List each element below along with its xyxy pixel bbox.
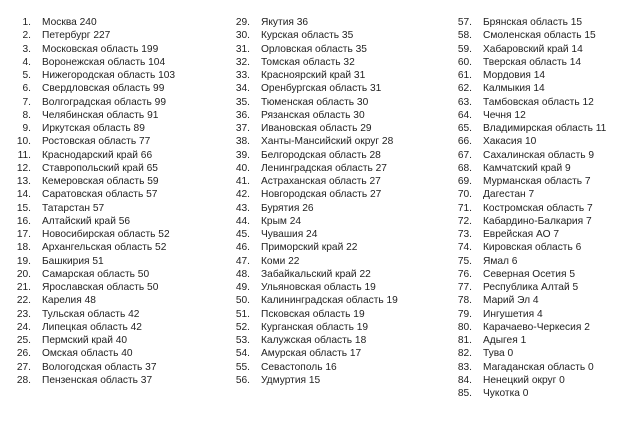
item-number: 53. — [235, 335, 250, 346]
item-number: 83. — [457, 361, 472, 373]
item-text: Севастополь 16 — [261, 361, 337, 373]
list-item — [452, 281, 606, 294]
list-item — [11, 82, 175, 95]
list-item — [11, 109, 175, 122]
item-number: 20. — [16, 268, 31, 280]
list-item — [230, 56, 398, 69]
list-item — [230, 82, 398, 95]
list-item — [11, 202, 175, 215]
item-number: 23. — [16, 308, 31, 320]
item-text: Бурятия 26 — [261, 202, 314, 214]
list-item — [11, 69, 175, 82]
item-text: Иркутская область 89 — [42, 123, 145, 134]
list-item — [452, 294, 606, 307]
item-number: 75. — [457, 255, 472, 267]
item-number: 65. — [457, 123, 472, 134]
item-number: 58. — [457, 30, 472, 42]
item-number: 43. — [235, 202, 250, 214]
item-text: Челябинская область 91 — [42, 109, 159, 121]
item-number: 71. — [457, 202, 472, 214]
item-text: Тува 0 — [483, 348, 514, 360]
item-number: 19. — [16, 255, 31, 267]
list-item — [452, 347, 606, 360]
item-number: 31. — [235, 43, 250, 55]
item-number: 69. — [457, 176, 472, 187]
item-number: 70. — [457, 189, 472, 201]
item-text: Приморский край 22 — [261, 242, 358, 254]
list-item — [230, 241, 398, 254]
list-item — [452, 56, 606, 69]
list-item — [452, 228, 606, 241]
list-item — [452, 241, 606, 254]
item-text: Марий Эл 4 — [483, 295, 539, 307]
item-text: Еврейская АО 7 — [483, 229, 560, 240]
list-item — [230, 149, 398, 162]
item-text: Ленинградская область 27 — [261, 162, 387, 174]
item-text: Тамбовская область 12 — [483, 96, 594, 108]
item-text: Пермский край 40 — [42, 335, 128, 346]
item-text: Крым 24 — [261, 215, 302, 227]
item-number: 80. — [457, 321, 472, 333]
item-number: 11. — [17, 149, 31, 161]
item-text: Ульяновская область 19 — [261, 282, 376, 293]
list-item — [230, 96, 398, 109]
item-number: 78. — [457, 295, 472, 307]
item-text: Тюменская область 30 — [261, 96, 369, 108]
item-text: Ханты-Мансийский округ 28 — [261, 136, 394, 148]
item-number: 5. — [22, 70, 31, 81]
item-text: Владимирская область 11 — [483, 123, 607, 134]
list-item — [230, 281, 398, 294]
item-text: Республика Алтай 5 — [483, 282, 579, 293]
item-text: Ямал 6 — [483, 255, 518, 267]
item-text: Вологодская область 37 — [42, 361, 157, 373]
item-number: 14. — [16, 189, 31, 201]
list-item — [230, 374, 398, 387]
item-text: Удмуртия 15 — [261, 374, 321, 386]
item-text: Кабардино-Балкария 7 — [483, 215, 592, 227]
item-text: Курганская область 19 — [261, 321, 369, 333]
item-number: 63. — [457, 96, 472, 108]
item-text: Мордовия 14 — [483, 70, 546, 81]
item-number: 45. — [235, 229, 250, 240]
item-number: 55. — [235, 361, 250, 373]
list-item — [230, 268, 398, 281]
list-item — [11, 162, 175, 175]
item-text: Камчатский край 9 — [483, 162, 571, 174]
list-item — [230, 69, 398, 82]
item-number: 57. — [457, 17, 472, 28]
item-number: 81. — [457, 335, 472, 346]
list-item — [230, 334, 398, 347]
list-item — [230, 175, 398, 188]
list-item — [230, 29, 398, 42]
list-item — [230, 255, 398, 268]
list-item — [11, 122, 175, 135]
item-text: Астраханская область 27 — [261, 176, 381, 187]
item-text: Тульская область 42 — [42, 308, 140, 320]
item-number: 1. — [22, 17, 31, 28]
list-item — [452, 374, 606, 387]
item-text: Карачаево-Черкесия 2 — [483, 321, 590, 333]
item-number: 68. — [457, 162, 472, 174]
item-text: Татарстан 57 — [42, 202, 105, 214]
item-text: Сахалинская область 9 — [483, 149, 595, 161]
item-number: 48. — [235, 268, 250, 280]
ranking-column-1 — [11, 16, 175, 387]
item-number: 73. — [457, 229, 472, 240]
list-item — [11, 347, 175, 360]
item-number: 77. — [457, 282, 472, 293]
list-item — [452, 135, 606, 148]
item-text: Кировская область 6 — [483, 242, 582, 254]
list-item — [452, 82, 606, 95]
list-item — [11, 175, 175, 188]
item-text: Оренбургская область 31 — [261, 83, 382, 95]
list-item — [452, 188, 606, 201]
item-text: Чечня 12 — [483, 109, 526, 121]
item-text: Свердловская область 99 — [42, 83, 165, 95]
list-item — [11, 241, 175, 254]
item-number: 27. — [16, 361, 31, 373]
item-number: 41. — [235, 176, 250, 187]
item-text: Карелия 48 — [42, 295, 96, 307]
item-number: 12. — [16, 162, 31, 174]
item-number: 28. — [16, 374, 31, 386]
item-text: Коми 22 — [261, 255, 300, 267]
list-item — [452, 149, 606, 162]
item-text: Московская область 199 — [42, 43, 159, 55]
list-item — [11, 56, 175, 69]
item-text: Новгородская область 27 — [261, 189, 382, 201]
item-number: 54. — [235, 348, 250, 360]
item-text: Хакасия 10 — [483, 136, 537, 148]
item-number: 82. — [457, 348, 472, 360]
item-text: Кемеровская область 59 — [42, 176, 159, 187]
item-text: Красноярский край 31 — [261, 70, 366, 81]
item-text: Северная Осетия 5 — [483, 268, 576, 280]
item-text: Краснодарский край 66 — [42, 149, 153, 161]
item-text: Чувашия 24 — [261, 229, 318, 240]
item-text: Саратовская область 57 — [42, 189, 158, 201]
item-number: 6. — [22, 83, 31, 95]
item-number: 16. — [16, 215, 31, 227]
item-number: 22. — [16, 295, 31, 307]
list-item — [11, 268, 175, 281]
list-item — [452, 175, 606, 188]
list-item — [230, 188, 398, 201]
item-text: Волгоградская область 99 — [42, 96, 167, 108]
list-item — [452, 361, 606, 374]
list-item — [230, 43, 398, 56]
list-item — [11, 43, 175, 56]
item-number: 47. — [235, 255, 250, 267]
item-text: Самарская область 50 — [42, 268, 150, 280]
item-number: 2. — [22, 30, 31, 42]
item-text: Башкирия 51 — [42, 255, 104, 267]
list-item — [452, 122, 606, 135]
item-text: Тверская область 14 — [483, 56, 582, 68]
item-text: Пензенская область 37 — [42, 374, 153, 386]
item-text: Алтайский край 56 — [42, 215, 131, 227]
item-number: 66. — [457, 136, 472, 148]
item-number: 52. — [235, 321, 250, 333]
list-item — [452, 308, 606, 321]
item-number: 3. — [22, 43, 31, 55]
list-item — [452, 96, 606, 109]
item-number: 39. — [235, 149, 250, 161]
list-item — [11, 135, 175, 148]
item-number: 38. — [235, 136, 250, 148]
item-text: Ингушетия 4 — [483, 308, 543, 320]
list-item — [230, 308, 398, 321]
list-item — [11, 374, 175, 387]
item-text: Рязанская область 30 — [261, 109, 365, 121]
item-text: Новосибирская область 52 — [42, 229, 170, 240]
item-number: 7. — [22, 96, 31, 108]
list-item — [11, 149, 175, 162]
item-number: 74. — [457, 242, 472, 254]
item-number: 49. — [235, 282, 250, 293]
item-number: 40. — [235, 162, 250, 174]
item-text: Москва 240 — [42, 17, 97, 28]
list-item — [11, 188, 175, 201]
list-item — [230, 16, 398, 29]
item-number: 17. — [16, 229, 31, 240]
item-number: 36. — [235, 109, 250, 121]
item-number: 56. — [235, 374, 250, 386]
item-text: Петербург 227 — [42, 30, 111, 42]
list-item — [230, 109, 398, 122]
item-text: Магаданская область 0 — [483, 361, 594, 373]
item-number: 61. — [457, 70, 472, 81]
list-item — [230, 162, 398, 175]
item-text: Мурманская область 7 — [483, 176, 591, 187]
list-item — [11, 255, 175, 268]
item-text: Чукотка 0 — [483, 388, 529, 399]
list-item — [452, 16, 606, 29]
item-text: Ивановская область 29 — [261, 123, 372, 134]
list-item — [11, 334, 175, 347]
list-item — [11, 16, 175, 29]
item-text: Адыгея 1 — [483, 335, 527, 346]
item-number: 21. — [16, 282, 31, 293]
list-item — [11, 294, 175, 307]
item-text: Воронежская область 104 — [42, 56, 166, 68]
item-number: 18. — [16, 242, 31, 254]
item-number: 67. — [457, 149, 472, 161]
item-number: 30. — [235, 30, 250, 42]
list-item — [452, 109, 606, 122]
item-number: 37. — [235, 123, 250, 134]
list-item — [230, 122, 398, 135]
list-item — [452, 321, 606, 334]
item-number: 9. — [22, 123, 31, 134]
item-number: 15. — [16, 202, 31, 214]
list-item — [452, 202, 606, 215]
item-number: 72. — [457, 215, 472, 227]
item-text: Псковская область 19 — [261, 308, 365, 320]
list-item — [452, 334, 606, 347]
item-number: 50. — [235, 295, 250, 307]
list-item — [452, 268, 606, 281]
item-text: Архангельская область 52 — [42, 242, 167, 254]
item-text: Амурская область 17 — [261, 348, 362, 360]
item-number: 51. — [235, 308, 250, 320]
item-number: 44. — [235, 215, 250, 227]
item-number: 8. — [22, 109, 31, 121]
item-text: Калужская область 18 — [261, 335, 367, 346]
item-number: 76. — [457, 268, 472, 280]
ranking-column-3 — [452, 16, 606, 400]
list-item — [11, 215, 175, 228]
item-number: 24. — [16, 321, 31, 333]
item-text: Курская область 35 — [261, 30, 354, 42]
list-item — [452, 69, 606, 82]
item-number: 42. — [235, 189, 250, 201]
item-text: Дагестан 7 — [483, 189, 535, 201]
list-item — [11, 29, 175, 42]
list-item — [452, 387, 606, 400]
item-text: Калмыкия 14 — [483, 83, 545, 95]
item-number: 60. — [457, 56, 472, 68]
item-text: Хабаровский край 14 — [483, 43, 583, 55]
ranking-column-2 — [230, 16, 398, 387]
list-item — [11, 361, 175, 374]
item-text: Белгородская область 28 — [261, 149, 381, 161]
list-item — [230, 135, 398, 148]
item-text: Ставропольский край 65 — [42, 162, 158, 174]
list-item — [452, 162, 606, 175]
item-number: 46. — [235, 242, 250, 254]
item-text: Ярославская область 50 — [42, 282, 159, 293]
list-item — [230, 215, 398, 228]
list-item — [452, 215, 606, 228]
list-item — [230, 202, 398, 215]
item-number: 4. — [22, 56, 31, 68]
list-item — [11, 321, 175, 334]
item-number: 62. — [457, 83, 472, 95]
list-item — [230, 228, 398, 241]
list-item — [11, 96, 175, 109]
item-number: 34. — [235, 83, 250, 95]
item-text: Смоленская область 15 — [483, 30, 596, 42]
list-item — [452, 43, 606, 56]
item-number: 13. — [16, 176, 31, 187]
item-text: Ненецкий округ 0 — [483, 374, 565, 386]
list-item — [230, 347, 398, 360]
list-item — [452, 29, 606, 42]
item-text: Ростовская область 77 — [42, 136, 151, 148]
item-text: Нижегородская область 103 — [42, 70, 176, 81]
item-text: Томская область 32 — [261, 56, 355, 68]
item-number: 84. — [457, 374, 472, 386]
list-item — [11, 228, 175, 241]
item-number: 64. — [457, 109, 472, 121]
list-item — [230, 321, 398, 334]
list-item — [230, 361, 398, 374]
item-text: Костромская область 7 — [483, 202, 593, 214]
item-text: Забайкальский край 22 — [261, 268, 371, 280]
item-number: 25. — [16, 335, 31, 346]
item-text: Омская область 40 — [42, 348, 133, 360]
item-text: Якутия 36 — [261, 17, 309, 28]
item-number: 79. — [457, 308, 472, 320]
list-item — [11, 308, 175, 321]
item-text: Калининградская область 19 — [261, 295, 398, 307]
item-number: 59. — [457, 43, 472, 55]
item-text: Брянская область 15 — [483, 17, 583, 28]
item-number: 29. — [235, 17, 250, 28]
item-number: 26. — [16, 348, 31, 360]
item-number: 85. — [457, 388, 472, 399]
item-number: 35. — [235, 96, 250, 108]
item-number: 32. — [235, 56, 250, 68]
list-item — [11, 281, 175, 294]
item-text: Липецкая область 42 — [42, 321, 142, 333]
item-number: 10. — [16, 136, 31, 148]
item-text: Орловская область 35 — [261, 43, 367, 55]
item-number: 33. — [235, 70, 250, 81]
list-item — [452, 255, 606, 268]
list-item — [230, 294, 398, 307]
